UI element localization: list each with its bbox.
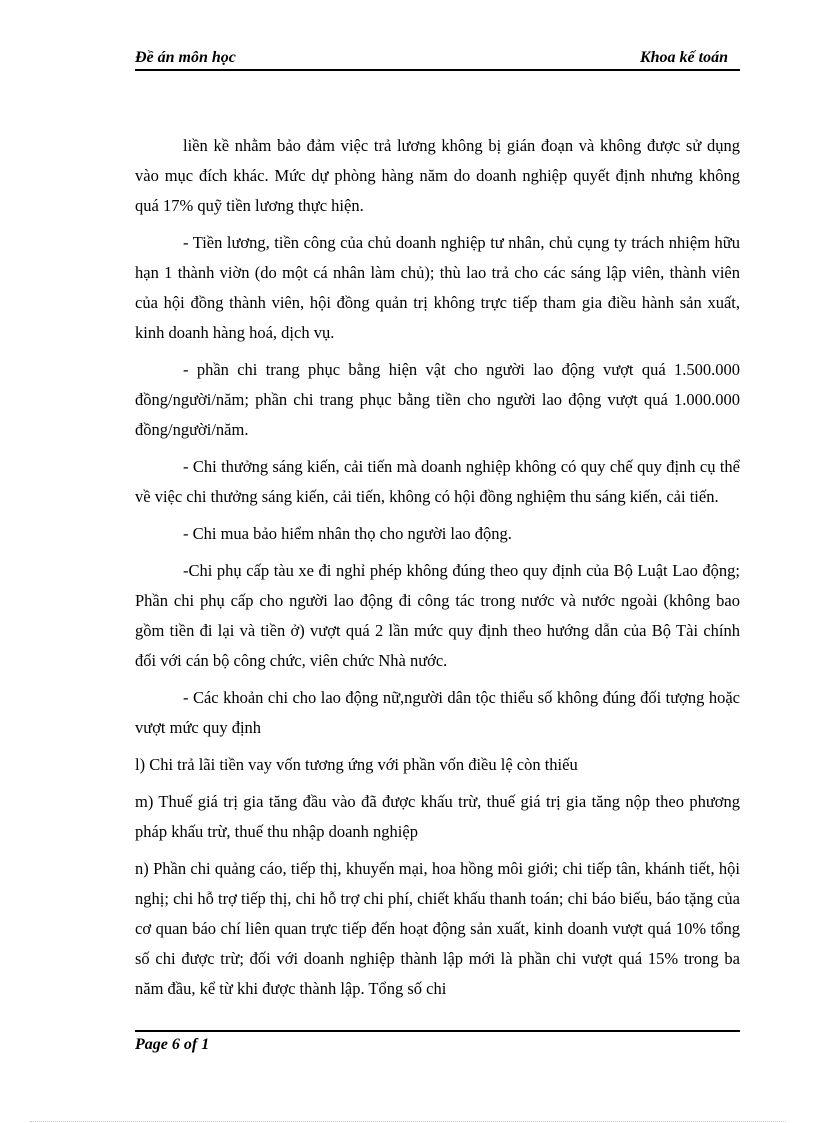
page-edge-divider xyxy=(30,1121,786,1122)
header-course-title: Đề án môn học xyxy=(135,49,236,66)
paragraph-item-n: n) Phần chi quảng cáo, tiếp thị, khuyến mại, hoa hồng môi giới; chi tiếp tân, khánh tiết, hội nghị; chi hỗ trợ tiếp thị, chi hỗ trợ chi phí, chiết khấu thanh toán; chi báo biếu, báo tặng của cơ quan báo chí liên quan trực tiếp đến hoạt động sản xuất, kinh doanh vượt quá 10% tổng số chi được trừ; đối với doanh nghiệp thành lập mới là phần chi vượt quá 15% trong ba năm đầu, kể từ khi được thành lập. Tổng số chi xyxy=(135,859,740,998)
paragraph-innovation-bonus: - Chi thưởng sáng kiến, cải tiến mà doanh nghiệp không có quy chế quy định cụ thể về việc chi thưởng sáng kiến, cải tiến, không có hội đồng nghiệm thu sáng kiến, cải tiến. xyxy=(135,457,740,506)
header-department: Khoa kế toán xyxy=(639,49,728,66)
paragraph-reserve-fund: liền kề nhằm bảo đảm việc trả lương không bị gián đoạn và không được sử dụng vào mục đích khác. Mức dự phòng hàng năm do doanh nghiệp quyết định nhưng không quá 17% quỹ tiền lương thực hiện. xyxy=(135,136,740,215)
paragraph-item-m: m) Thuế giá trị gia tăng đầu vào đã được khấu trừ, thuế giá trị gia tăng nộp theo phương pháp khấu trừ, thuế thu nhập doanh nghiệp xyxy=(135,792,740,841)
paragraph-life-insurance: - Chi mua bảo hiểm nhân thọ cho người lao động. xyxy=(183,524,512,543)
page-number: Page 6 of 1 xyxy=(135,1036,210,1053)
paragraph-female-ethnic-labor: - Các khoản chi cho lao động nữ,người dân tộc thiểu số không đúng đối tượng hoặc vượt mức quy định xyxy=(135,688,740,737)
paragraph-travel-allowance: -Chi phụ cấp tàu xe đi nghỉ phép không đúng theo quy định của Bộ Luật Lao động; Phần chi phụ cấp cho người lao động đi công tác trong nước và nước ngoài (không bao gồm tiền đi lại và tiền ở) vượt quá 2 lần mức quy định theo hướng dẫn của Bộ Tài chính đối với cán bộ công chức, viên chức Nhà nước. xyxy=(135,561,740,670)
document-body xyxy=(135,131,740,1011)
paragraph-item-l: l) Chi trả lãi tiền vay vốn tương ứng với phần vốn điều lệ còn thiếu xyxy=(135,755,578,774)
footer-divider xyxy=(135,1030,740,1032)
paragraph-uniform-expense: - phần chi trang phục bằng hiện vật cho người lao động vượt quá 1.500.000 đồng/người/năm; phần chi trang phục bằng tiền cho người lao động vượt quá 1.000.000 đồng/người/năm. xyxy=(135,360,740,439)
page-header xyxy=(135,47,740,71)
paragraph-owner-salary: - Tiền lương, tiền công của chủ doanh nghiệp tư nhân, chủ cụng ty trách nhiệm hữu hạn 1 thành viờn (do một cá nhân làm chủ); thù lao trả cho các sáng lập viên, thành viên của hội đồng thành viên, hội đồng quản trị không trực tiếp tham gia điều hành sản xuất, kinh doanh hàng hoá, dịch vụ. xyxy=(135,233,740,342)
